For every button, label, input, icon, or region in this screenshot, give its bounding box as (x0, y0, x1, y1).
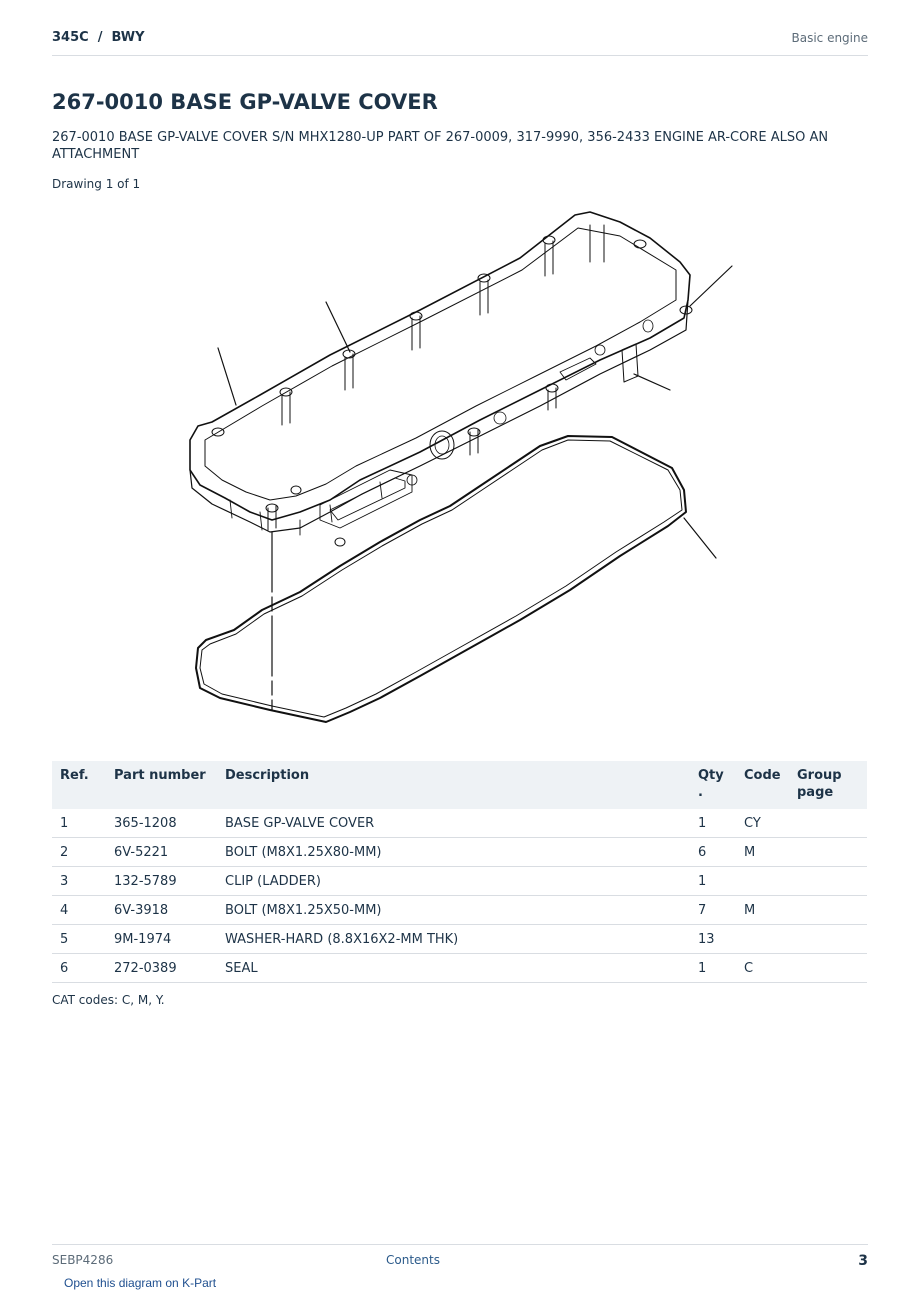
page-subtitle: 267-0010 BASE GP-VALVE COVER S/N MHX1280-UP PART OF 267-0009, 317-9990, 356-2433 ENGINE AR-CORE ALSO AN ATTACHMENT (52, 130, 829, 162)
table-row (52, 809, 867, 838)
cell-code: C (736, 954, 789, 983)
cell-part-number: 132-5789 (106, 867, 217, 896)
cell-description: SEAL (217, 954, 690, 983)
table-row (52, 954, 867, 983)
kpart-link[interactable]: Open this diagram on K-Part (64, 1276, 217, 1290)
page-header (52, 28, 868, 56)
table-row (52, 867, 867, 896)
page-number: 3 (858, 1253, 868, 1269)
table-row (52, 838, 867, 867)
page-footer (52, 1244, 868, 1275)
header-description: Description (217, 761, 690, 809)
breadcrumb: 345C / BWY (52, 30, 145, 45)
cell-code: M (736, 896, 789, 925)
seal-outline (196, 436, 686, 722)
table-row (52, 925, 867, 954)
cell-description: WASHER-HARD (8.8X16X2-MM THK) (217, 925, 690, 954)
cell-ref: 6 (52, 954, 106, 983)
cell-group-page (789, 809, 867, 838)
cell-part-number: 9M-1974 (106, 925, 217, 954)
cell-code: CY (736, 809, 789, 838)
parts-table (52, 761, 867, 983)
page-title: 267-0010 BASE GP-VALVE COVER (52, 90, 438, 114)
cell-qty: 1 (690, 954, 736, 983)
cell-part-number: 272-0389 (106, 954, 217, 983)
cat-codes-note: CAT codes: C, M, Y. (52, 993, 165, 1007)
cell-ref: 2 (52, 838, 106, 867)
cell-description: BOLT (M8X1.25X50-MM) (217, 896, 690, 925)
cell-group-page (789, 896, 867, 925)
document-id: SEBP4286 (52, 1253, 114, 1267)
cell-code: M (736, 838, 789, 867)
cell-group-page (789, 925, 867, 954)
cell-code (736, 925, 789, 954)
valve-cover-outline (190, 212, 690, 520)
cell-group-page (789, 867, 867, 896)
header-ref: Ref. (52, 761, 106, 809)
cell-ref: 3 (52, 867, 106, 896)
cell-group-page (789, 954, 867, 983)
cell-qty: 7 (690, 896, 736, 925)
drawing-label: Drawing 1 of 1 (52, 177, 141, 191)
cell-part-number: 365-1208 (106, 809, 217, 838)
header-group-page: Group page (789, 761, 867, 809)
section-name: Basic engine (791, 31, 868, 45)
cell-qty: 1 (690, 809, 736, 838)
cell-qty: 13 (690, 925, 736, 954)
cell-group-page (789, 838, 867, 867)
cell-ref: 4 (52, 896, 106, 925)
header-qty: Qty . (690, 761, 736, 809)
header-code: Code (736, 761, 789, 809)
cell-part-number: 6V-5221 (106, 838, 217, 867)
parts-diagram (180, 205, 740, 730)
cell-part-number: 6V-3918 (106, 896, 217, 925)
table-header-row (52, 761, 867, 809)
cell-qty: 6 (690, 838, 736, 867)
cell-description: BASE GP-VALVE COVER (217, 809, 690, 838)
cell-code (736, 867, 789, 896)
header-part-number: Part number (106, 761, 217, 809)
cell-description: BOLT (M8X1.25X80-MM) (217, 838, 690, 867)
cell-ref: 5 (52, 925, 106, 954)
table-row (52, 896, 867, 925)
cell-description: CLIP (LADDER) (217, 867, 690, 896)
cell-ref: 1 (52, 809, 106, 838)
contents-link[interactable]: Contents (386, 1253, 440, 1267)
cell-qty: 1 (690, 867, 736, 896)
